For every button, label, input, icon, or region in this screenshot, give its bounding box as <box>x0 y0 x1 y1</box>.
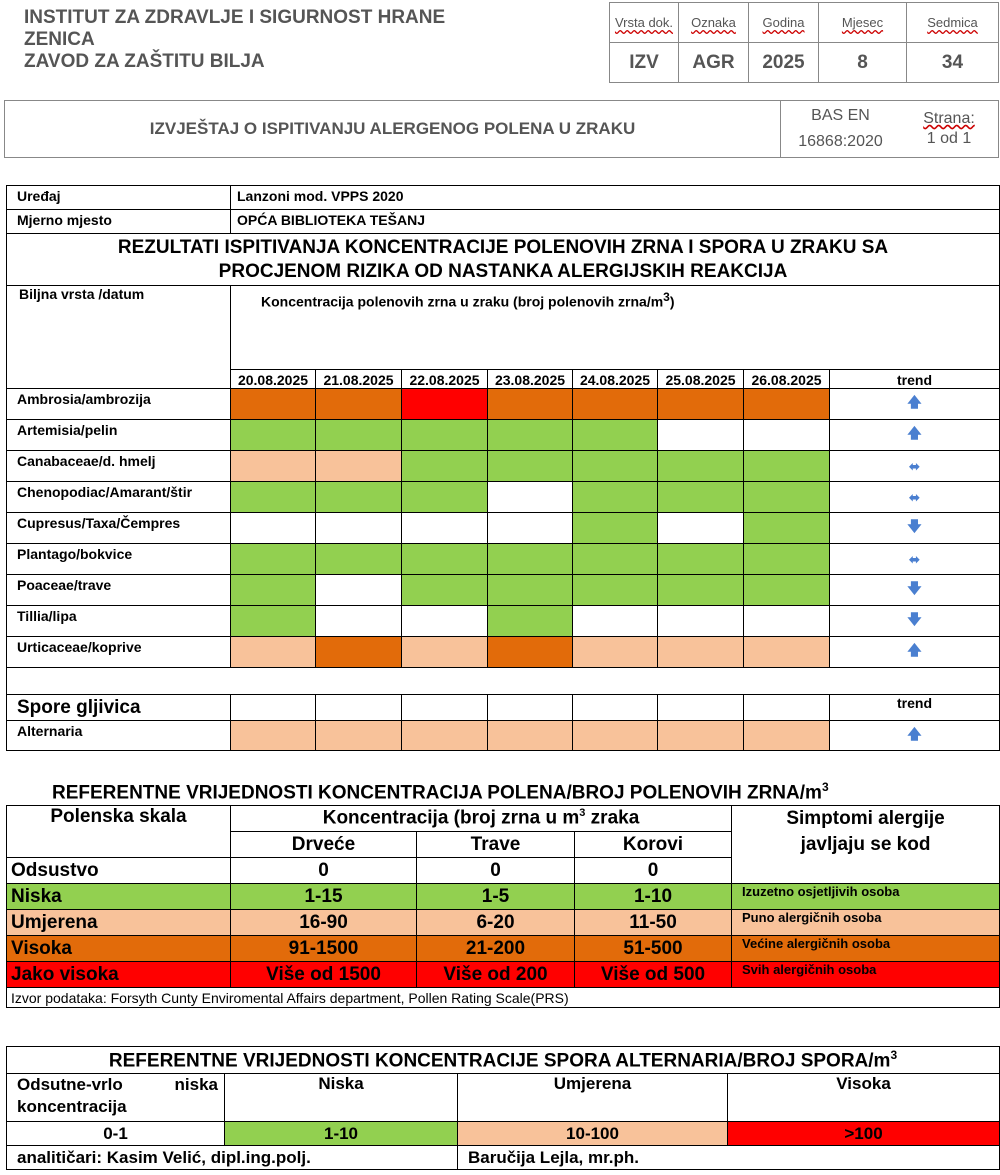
concentration-header-text: Koncentracija polenovih zrna u zraku (broj polenovih zrna/m <box>261 293 664 310</box>
concentration-cell <box>658 637 744 668</box>
standard-line1: BAS EN <box>811 107 870 124</box>
code-label-year: Godina <box>749 3 819 43</box>
scale-level: Visoka <box>7 936 231 962</box>
scale-value: 11-50 <box>575 910 732 936</box>
scale-value: Više od 200 <box>417 962 575 988</box>
spore-value: 0-1 <box>7 1122 225 1146</box>
symptom-text: Izuzetno osjetljivih osoba <box>732 884 1000 910</box>
site-label: Mjerno mjesto <box>7 210 231 234</box>
spore-reference-title-text: REFERENTNE VRIJEDNOSTI KONCENTRACIJE SPORA ALTERNARIA/BROJ SPORA/m <box>108 1050 891 1072</box>
scale-value: 1-15 <box>231 884 417 910</box>
date-header: 26.08.2025 <box>744 370 830 389</box>
results-title-line2: PROCJENOM RIZIKA OD NASTANKA ALERGIJSKIH REAKCIJA <box>218 260 788 282</box>
standard-ref <box>780 101 900 157</box>
date-header: 22.08.2025 <box>402 370 488 389</box>
scale-value: 1-5 <box>417 884 575 910</box>
down-arrow-icon: 🡇 <box>830 606 1000 637</box>
spore-empty-cell <box>573 695 658 721</box>
up-arrow-icon: 🡅 <box>830 389 1000 420</box>
species-name: Artemisia/pelin <box>7 420 231 451</box>
pollen-reference-title-text: REFERENTNE VRIJEDNOSTI KONCENTRACIJA POLENA/BROJ POLENOVIH ZRNA/m <box>52 782 822 804</box>
spore-reference-title-sup: 3 <box>890 1047 898 1062</box>
up-arrow-icon: 🡅 <box>830 721 1000 751</box>
spore-empty-cell <box>402 695 488 721</box>
concentration-cell <box>744 420 830 451</box>
concentration-cell <box>658 420 744 451</box>
report-title: IZVJEŠTAJ O ISPITIVANJU ALERGENOG POLENA U ZRAKU <box>149 119 636 138</box>
symptom-text: Svih alergičnih osoba <box>732 962 1000 988</box>
concentration-cell <box>744 637 830 668</box>
concentration-cell <box>658 544 744 575</box>
date-header: 21.08.2025 <box>316 370 402 389</box>
spore-empty-cell <box>744 695 830 721</box>
species-name: Plantago/bokvice <box>7 544 231 575</box>
spore-value: 10-100 <box>458 1122 728 1146</box>
page-value: 1 od 1 <box>926 130 972 147</box>
code-label-type: Vrsta dok. <box>610 3 679 43</box>
standard-line2: 16868:2020 <box>798 133 883 150</box>
concentration-cell <box>402 544 488 575</box>
left-right-arrow-icon: ⬌ <box>830 544 1000 575</box>
pollen-reference-title <box>52 780 829 804</box>
scale-value: 16-90 <box>231 910 417 936</box>
species-name: Tillia/lipa <box>7 606 231 637</box>
species-name: Poaceae/trave <box>7 575 231 606</box>
date-header: 23.08.2025 <box>488 370 573 389</box>
spore-header: Spore gljivica <box>7 695 231 721</box>
concentration-cell <box>316 482 402 513</box>
scale-level: Niska <box>7 884 231 910</box>
symptom-header <box>732 806 1000 884</box>
concentration-cell <box>744 451 830 482</box>
subheader-grasses: Trave <box>417 832 575 858</box>
pollen-conc-header-sup: 3 <box>579 807 586 820</box>
concentration-cell <box>573 389 658 420</box>
spore-header-high: Visoka <box>728 1074 1000 1122</box>
pollen-conc-header-text: Koncentracija (broj zrna u m <box>322 807 580 829</box>
concentration-cell <box>573 513 658 544</box>
species-name: Cupresus/Taxa/Čempres <box>7 513 231 544</box>
analyst-2: Baručija Lejla, mr.ph. <box>458 1146 1000 1170</box>
concentration-cell <box>488 637 573 668</box>
concentration-cell <box>744 575 830 606</box>
concentration-cell <box>658 482 744 513</box>
down-arrow-icon: 🡇 <box>830 513 1000 544</box>
device-value: Lanzoni mod. VPPS 2020 <box>231 186 1000 210</box>
scale-value: 21-200 <box>417 936 575 962</box>
concentration-cell <box>573 575 658 606</box>
concentration-cell <box>658 721 744 751</box>
date-header: 20.08.2025 <box>231 370 316 389</box>
species-name: Chenopodiac/Amarant/štir <box>7 482 231 513</box>
concentration-cell <box>316 389 402 420</box>
scale-value: 6-20 <box>417 910 575 936</box>
document-code-table <box>609 2 999 83</box>
concentration-cell <box>488 606 573 637</box>
pollen-reference-table <box>6 805 1000 1008</box>
institute-line3: ZAVOD ZA ZAŠTITU BILJA <box>24 51 265 72</box>
code-label-month: Mjesec <box>819 3 907 43</box>
concentration-cell <box>658 513 744 544</box>
institute-line2: ZENICA <box>24 29 95 50</box>
concentration-cell <box>402 575 488 606</box>
concentration-cell <box>744 606 830 637</box>
concentration-cell <box>744 513 830 544</box>
concentration-cell <box>402 482 488 513</box>
device-label: Uređaj <box>7 186 231 210</box>
concentration-header-sup: 3 <box>663 290 670 304</box>
results-title <box>7 234 1000 286</box>
spore-empty-cell <box>658 695 744 721</box>
concentration-header-end: ) <box>669 293 675 310</box>
spore-value: >100 <box>728 1122 1000 1146</box>
scale-value: 91-1500 <box>231 936 417 962</box>
date-header: 25.08.2025 <box>658 370 744 389</box>
concentration-cell <box>573 544 658 575</box>
results-table <box>6 185 1000 751</box>
concentration-cell <box>488 544 573 575</box>
concentration-cell <box>488 575 573 606</box>
species-header: Biljna vrsta /datum <box>7 286 231 389</box>
spore-trend-header: trend <box>830 695 1000 721</box>
concentration-cell <box>402 513 488 544</box>
date-header: 24.08.2025 <box>573 370 658 389</box>
concentration-cell <box>402 389 488 420</box>
scale-value: Više od 500 <box>575 962 732 988</box>
institute-line1: INSTITUT ZA ZDRAVLJE I SIGURNOST HRANE <box>24 7 446 28</box>
concentration-cell <box>402 606 488 637</box>
blank-row <box>7 668 1000 695</box>
spore-empty-cell <box>231 695 316 721</box>
concentration-cell <box>744 389 830 420</box>
pollen-reference-title-sup: 3 <box>821 780 829 794</box>
pollen-conc-header <box>231 806 732 832</box>
concentration-cell <box>231 637 316 668</box>
concentration-cell <box>744 721 830 751</box>
concentration-cell <box>573 482 658 513</box>
down-arrow-icon: 🡇 <box>830 575 1000 606</box>
concentration-cell <box>316 420 402 451</box>
concentration-cell <box>488 420 573 451</box>
spore-reference-title <box>7 1047 1000 1074</box>
concentration-cell <box>316 575 402 606</box>
concentration-header <box>231 286 1000 370</box>
scale-value: 0 <box>231 858 417 884</box>
concentration-cell <box>316 637 402 668</box>
spore-header-low: Niska <box>225 1074 458 1122</box>
concentration-cell <box>402 420 488 451</box>
code-label-week: Sedmica <box>907 3 999 43</box>
concentration-cell <box>573 606 658 637</box>
species-name: Canabaceae/d. hmelj <box>7 451 231 482</box>
results-title-line1: REZULTATI ISPITIVANJA KONCENTRACIJE POLENOVIH ZRNA I SPORA U ZRAKU SA <box>117 236 889 258</box>
concentration-cell <box>316 606 402 637</box>
concentration-cell <box>231 389 316 420</box>
symptom-text: Puno alergičnih osoba <box>732 910 1000 936</box>
report-title-box <box>4 100 999 158</box>
concentration-cell <box>231 451 316 482</box>
scale-value: 51-500 <box>575 936 732 962</box>
symptom-header-line2: javljaju se kod <box>800 834 931 855</box>
concentration-cell <box>573 637 658 668</box>
spore-reference-table <box>6 1046 1000 1170</box>
concentration-cell <box>744 482 830 513</box>
concentration-cell <box>573 420 658 451</box>
concentration-cell <box>402 637 488 668</box>
concentration-cell <box>316 544 402 575</box>
pollen-scale-header: Polenska skala <box>7 806 231 858</box>
concentration-cell <box>488 451 573 482</box>
scale-value: 0 <box>575 858 732 884</box>
species-name: Alternaria <box>7 721 231 751</box>
species-name: Ambrosia/ambrozija <box>7 389 231 420</box>
concentration-cell <box>488 721 573 751</box>
concentration-cell <box>658 606 744 637</box>
concentration-cell <box>231 420 316 451</box>
concentration-cell <box>658 575 744 606</box>
concentration-cell <box>573 721 658 751</box>
scale-level: Odsustvo <box>7 858 231 884</box>
concentration-cell <box>231 721 316 751</box>
subheader-weeds: Korovi <box>575 832 732 858</box>
site-value: OPĆA BIBLIOTEKA TEŠANJ <box>231 210 1000 234</box>
spore-empty-cell <box>488 695 573 721</box>
code-value-type: IZV <box>610 43 679 83</box>
concentration-cell <box>231 606 316 637</box>
up-arrow-icon: 🡅 <box>830 420 1000 451</box>
spore-header-absent: Odsutne-vrlo niska koncentracija <box>7 1074 225 1122</box>
concentration-cell <box>658 389 744 420</box>
trend-header: trend <box>830 370 1000 389</box>
scale-value: 0 <box>417 858 575 884</box>
concentration-cell <box>402 451 488 482</box>
code-value-mark: AGR <box>679 43 749 83</box>
analyst-1: analitičari: Kasim Velić, dipl.ing.polj. <box>7 1146 458 1170</box>
spore-value: 1-10 <box>225 1122 458 1146</box>
scale-value: 1-10 <box>575 884 732 910</box>
species-name: Urticaceae/koprive <box>7 637 231 668</box>
code-value-month: 8 <box>819 43 907 83</box>
up-arrow-icon: 🡅 <box>830 637 1000 668</box>
concentration-cell <box>658 451 744 482</box>
concentration-cell <box>488 513 573 544</box>
concentration-cell <box>231 482 316 513</box>
pollen-conc-header-end: zraka <box>585 807 640 829</box>
code-value-week: 34 <box>907 43 999 83</box>
concentration-cell <box>744 544 830 575</box>
concentration-cell <box>402 721 488 751</box>
page-label: Strana: <box>923 110 975 127</box>
scale-value: Više od 1500 <box>231 962 417 988</box>
concentration-cell <box>316 451 402 482</box>
scale-level: Jako visoka <box>7 962 231 988</box>
concentration-cell <box>231 575 316 606</box>
concentration-cell <box>231 513 316 544</box>
spore-empty-cell <box>316 695 402 721</box>
page-number <box>900 101 998 157</box>
concentration-cell <box>488 389 573 420</box>
code-value-year: 2025 <box>749 43 819 83</box>
left-right-arrow-icon: ⬌ <box>830 451 1000 482</box>
concentration-cell <box>231 544 316 575</box>
spore-header-moderate: Umjerena <box>458 1074 728 1122</box>
symptom-header-line1: Simptomi alergije <box>786 808 945 829</box>
scale-level: Umjerena <box>7 910 231 936</box>
symptom-text: Većine alergičnih osoba <box>732 936 1000 962</box>
code-label-mark: Oznaka <box>679 3 749 43</box>
data-source: Izvor podataka: Forsyth Cunty Enviromental Affairs department, Pollen Rating Scale(PRS) <box>7 988 1000 1008</box>
concentration-cell <box>488 482 573 513</box>
concentration-cell <box>316 513 402 544</box>
concentration-cell <box>316 721 402 751</box>
institute-name <box>24 7 445 73</box>
subheader-trees: Drveće <box>231 832 417 858</box>
left-right-arrow-icon: ⬌ <box>830 482 1000 513</box>
concentration-cell <box>573 451 658 482</box>
